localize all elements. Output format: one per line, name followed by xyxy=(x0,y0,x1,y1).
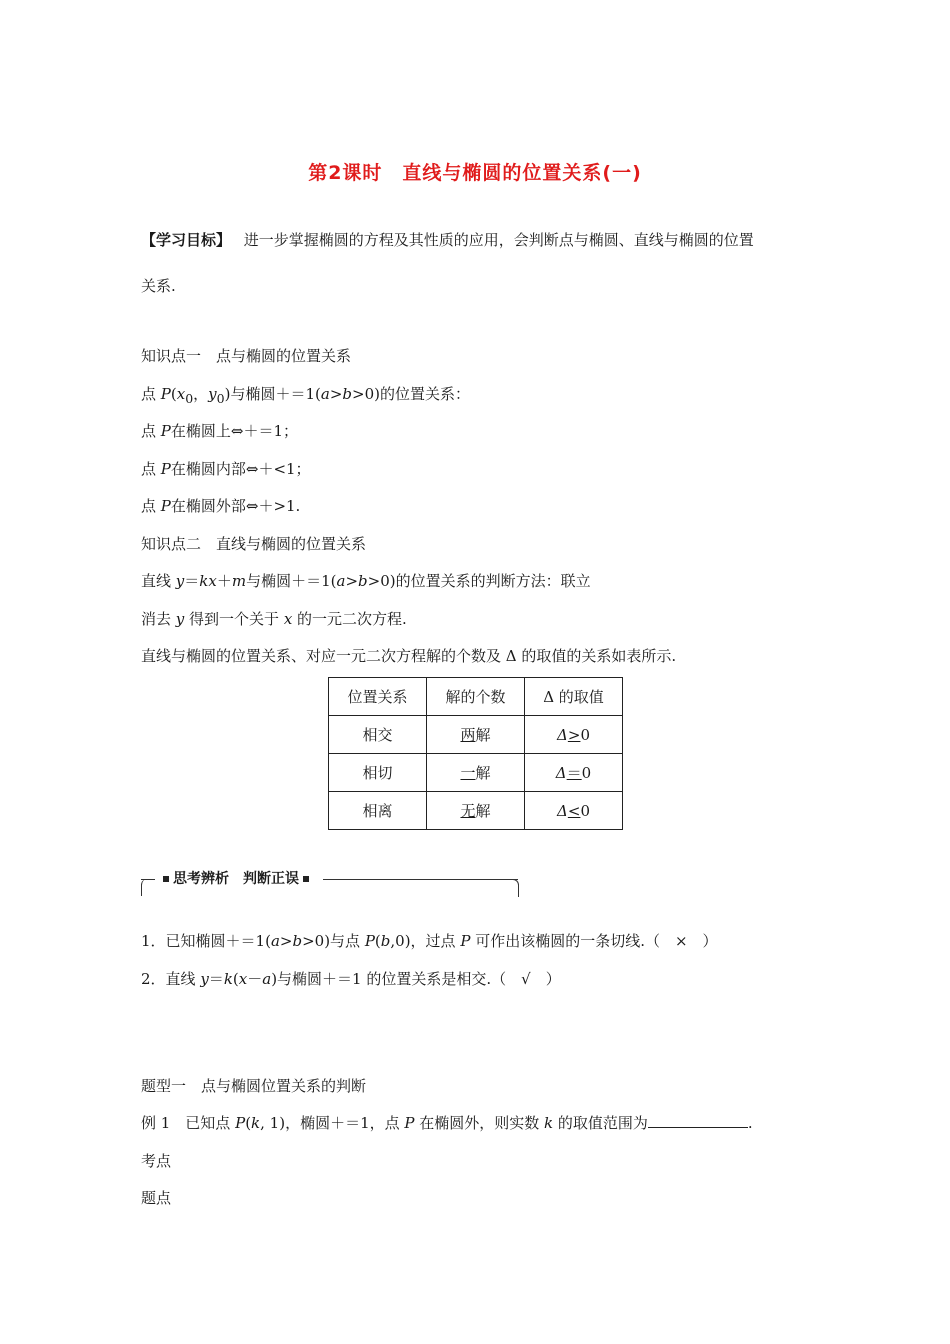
var-b: b xyxy=(358,572,368,590)
text: >0)与点 xyxy=(302,932,365,950)
var-a: a xyxy=(262,970,272,988)
table-header: 解的个数 xyxy=(427,678,525,716)
table-cell xyxy=(427,716,525,754)
table-cell xyxy=(525,754,623,792)
cell-text: 解 xyxy=(475,802,491,820)
text: 点 xyxy=(141,422,161,440)
question-1 xyxy=(141,931,718,951)
underlined-answer: > xyxy=(567,725,581,744)
objective-label: 【学习目标】 xyxy=(141,231,232,249)
table-header: Δ 的取值 xyxy=(525,678,623,716)
text: 例 1 已知点 xyxy=(141,1114,236,1132)
var-p: P xyxy=(160,497,171,515)
underlined-answer: 无 xyxy=(460,802,476,820)
text: 2．直线 xyxy=(141,970,201,988)
table-cell xyxy=(525,792,623,830)
var-y: y xyxy=(208,385,217,403)
k1-heading: 知识点一 点与椭圆的位置关系 xyxy=(141,347,352,365)
var-m: m xyxy=(231,572,247,590)
type1-heading: 题型一 点与椭圆位置关系的判断 xyxy=(141,1077,367,1095)
var-x: x xyxy=(283,610,293,628)
text: > xyxy=(329,385,343,403)
banner-left-bracket xyxy=(141,879,150,896)
var-b: b xyxy=(342,385,352,403)
table-cell: 相切 xyxy=(329,754,427,792)
var-p: P xyxy=(160,460,171,478)
text: 消去 xyxy=(141,610,176,628)
var-p: P xyxy=(364,932,375,950)
thinking-banner xyxy=(141,866,521,898)
text: － xyxy=(247,970,263,988)
delta-symbol: Δ xyxy=(557,801,568,820)
underlined-answer: 两 xyxy=(460,726,476,744)
k2-line-3: 直线与椭圆的位置关系、对应一元二次方程解的个数及 Δ 的取值的关系如表所示. xyxy=(141,647,677,665)
text: 在椭圆上⇔＋＝1； xyxy=(170,422,298,440)
table-cell: 相离 xyxy=(329,792,427,830)
table-header: 位置关系 xyxy=(329,678,427,716)
question-2 xyxy=(141,969,561,989)
text: ( xyxy=(374,932,381,950)
var-x: x xyxy=(176,385,186,403)
text: )与椭圆＋＝1( xyxy=(224,385,321,403)
text: 可作出该椭圆的一条切线.（ × ） xyxy=(470,932,718,950)
k1-line-2 xyxy=(141,421,298,441)
text: >0)的位置关系： xyxy=(352,385,470,403)
text: ＋ xyxy=(216,572,232,590)
var-p: P xyxy=(160,422,171,440)
var-b: b xyxy=(380,932,391,950)
subscript: 0 xyxy=(185,391,194,406)
underlined-answer: 一 xyxy=(460,764,476,782)
cell-text: 0 xyxy=(580,725,590,744)
table-row xyxy=(329,716,623,754)
k2-line-2 xyxy=(141,609,407,629)
var-kx: kx xyxy=(199,572,217,590)
var-b: b xyxy=(292,932,303,950)
text: ( xyxy=(245,1114,252,1132)
cell-text: 0 xyxy=(580,801,590,820)
cell-text: 解 xyxy=(475,726,491,744)
var-k: k xyxy=(251,1114,261,1132)
banner-label xyxy=(155,870,323,888)
text: 在椭圆外，则实数 xyxy=(414,1114,545,1132)
table-cell xyxy=(427,792,525,830)
text: >0)的位置关系的判断方法：联立 xyxy=(367,572,591,590)
answer-blank[interactable] xyxy=(648,1113,748,1128)
var-p: P xyxy=(160,385,171,403)
objective-line-2: 关系. xyxy=(141,277,176,295)
delta-symbol: Δ xyxy=(555,764,567,782)
table-row xyxy=(329,792,623,830)
text: , 1)，椭圆＋＝1，点 xyxy=(260,1114,405,1132)
text: 在椭圆内部⇔＋<1； xyxy=(170,460,311,478)
table-cell xyxy=(525,716,623,754)
table-cell xyxy=(427,754,525,792)
var-k: k xyxy=(544,1114,554,1132)
page-title: 第2课时 直线与椭圆的位置关系(一) xyxy=(308,162,642,184)
text: > xyxy=(345,572,359,590)
text: 点 xyxy=(141,385,161,403)
table-row xyxy=(329,754,623,792)
objective-text-1: 进一步掌握椭圆的方程及其性质的应用，会判断点与椭圆、直线与椭圆的位置 xyxy=(243,231,754,249)
underlined-answer: ＝ xyxy=(566,764,582,782)
tidian-label: 题点 xyxy=(141,1189,172,1207)
table-cell: 相交 xyxy=(329,716,427,754)
banner-left-text: 思考辨析 xyxy=(173,871,229,887)
var-a: a xyxy=(336,572,346,590)
text: 点 xyxy=(141,497,161,515)
k1-line-1 xyxy=(141,384,470,409)
text: 直线 xyxy=(141,572,176,590)
text: 1．已知椭圆＋＝1( xyxy=(141,932,271,950)
var-p: P xyxy=(460,932,471,950)
underlined-answer: < xyxy=(567,801,581,820)
k2-heading: 知识点二 直线与椭圆的位置关系 xyxy=(141,535,367,553)
text: )与椭圆＋＝1 的位置关系是相交.（ √ ） xyxy=(271,970,561,988)
var-a: a xyxy=(270,932,280,950)
text: ＝ xyxy=(208,970,224,988)
text: . xyxy=(747,1114,753,1132)
text: 在椭圆外部⇔＋>1. xyxy=(170,497,301,515)
k2-line-1 xyxy=(141,571,591,591)
kaodian-label: 考点 xyxy=(141,1152,172,1170)
text: > xyxy=(279,932,293,950)
objective-line-1 xyxy=(141,230,754,250)
text: 的取值范围为 xyxy=(553,1114,648,1132)
var-y: y xyxy=(175,572,185,590)
var-x: x xyxy=(238,970,248,988)
text: 点 xyxy=(141,460,161,478)
example-1 xyxy=(141,1113,753,1133)
table-header-row xyxy=(329,678,623,716)
text: 与椭圆＋＝1( xyxy=(246,572,337,590)
text: ( xyxy=(170,385,177,403)
banner-right-bracket xyxy=(510,879,519,897)
cell-text: 解 xyxy=(475,764,491,782)
k1-line-4 xyxy=(141,496,300,516)
delta-symbol: Δ xyxy=(557,725,568,744)
var-a: a xyxy=(320,385,330,403)
square-bullet-icon xyxy=(163,876,169,882)
var-p: P xyxy=(404,1114,415,1132)
var-y: y xyxy=(175,610,185,628)
var-p: P xyxy=(235,1114,246,1132)
banner-right-text: 判断正误 xyxy=(243,871,299,887)
cell-text: 0 xyxy=(581,764,592,782)
relation-table xyxy=(328,677,623,830)
text: ( xyxy=(232,970,239,988)
subscript: 0 xyxy=(216,391,225,406)
text: 的一元二次方程. xyxy=(292,610,407,628)
square-bullet-icon xyxy=(303,876,309,882)
text: ＝ xyxy=(184,572,200,590)
text: 得到一个关于 xyxy=(184,610,284,628)
text: ,0)，过点 xyxy=(390,932,461,950)
k1-line-3 xyxy=(141,459,311,479)
var-k: k xyxy=(223,970,233,988)
text: ， xyxy=(193,385,209,403)
var-y: y xyxy=(200,970,209,988)
